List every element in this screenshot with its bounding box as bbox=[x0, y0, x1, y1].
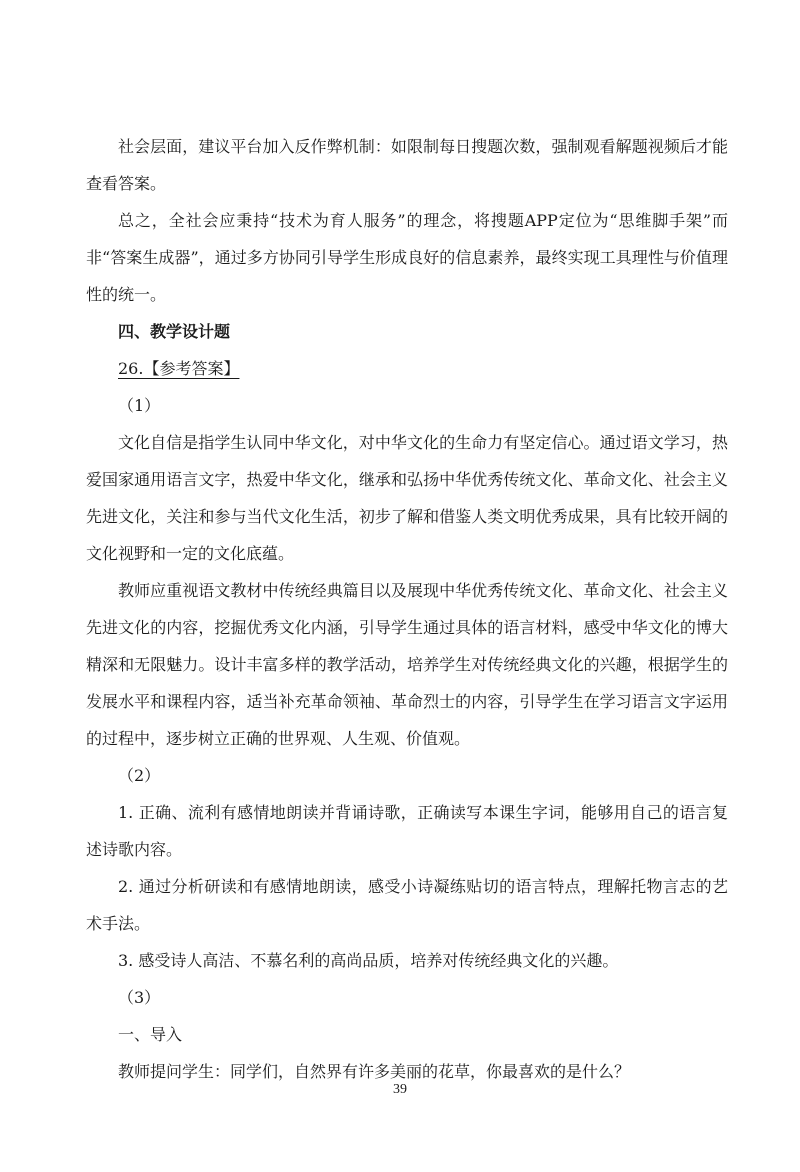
part3-marker: （3） bbox=[118, 988, 161, 1007]
page-number: 39 bbox=[393, 1082, 407, 1097]
part1-paragraph-teaching: 教师应重视语文教材中传统经典篇目以及展现中华优秀传统文化、革命文化、社会主义先进文化的内容，挖掘优秀文化内涵，引导学生通过具体的语言材料，感受中华文化的博大精深和无限魅力。设计丰富多样的教学活动，培养学生对传统经典文化的兴趣，根据学生的发展水平和课程内容，适当补充革命领袖、革命烈士的内容，引导学生在学习语言文字运用的过程中，逐步树立正确的世界观、人生观、价值观。 bbox=[86, 581, 728, 748]
part1-marker: （1） bbox=[118, 396, 161, 415]
objective-item: 2. 通过分析研读和有感情地朗读，感受小诗凝练贴切的语言特点，理解托物言志的艺术手法。 bbox=[86, 877, 728, 933]
objective-item: 1. 正确、流利有感情地朗读并背诵诗歌，正确读写本课生字词，能够用自己的语言复述诗歌内容。 bbox=[86, 803, 728, 859]
step-text: 教师提问学生：同学们，自然界有许多美丽的花草，你最喜欢的是什么？ bbox=[118, 1062, 631, 1081]
answer-label-line bbox=[86, 350, 728, 387]
document-body bbox=[86, 128, 728, 1090]
part1-paragraph-definition: 文化自信是指学生认同中华文化，对中华文化的生命力有坚定信心。通过语文学习，热爱国家通用语言文字，热爱中华文化，继承和弘扬中华优秀传统文化、革命文化、社会主义先进文化，关注和参与当代文化生活，初步了解和借鉴人类文明优秀成果，具有比较开阔的文化视野和一定的文化底蕴。 bbox=[86, 433, 728, 563]
answer-label: 26.【参考答案】 bbox=[118, 359, 240, 378]
paragraph-platform-measures: 社会层面，建议平台加入反作弊机制：如限制每日搜题次数，强制观看解题视频后才能查看答案。 bbox=[86, 137, 728, 193]
section-heading: 四、教学设计题 bbox=[118, 322, 231, 341]
objective-item: 3. 感受诗人高洁、不慕名利的高尚品质，培养对传统经典文化的兴趣。 bbox=[118, 951, 619, 970]
part2-marker: （2） bbox=[118, 766, 161, 785]
paragraph-conclusion: 总之，全社会应秉持“技术为育人服务”的理念，将搜题APP定位为“思维脚手架”而非“答案生成器”，通过多方协同引导学生形成良好的信息素养，最终实现工具理性与价值理性的统一。 bbox=[86, 211, 728, 304]
step-title: 一、导入 bbox=[118, 1025, 183, 1044]
